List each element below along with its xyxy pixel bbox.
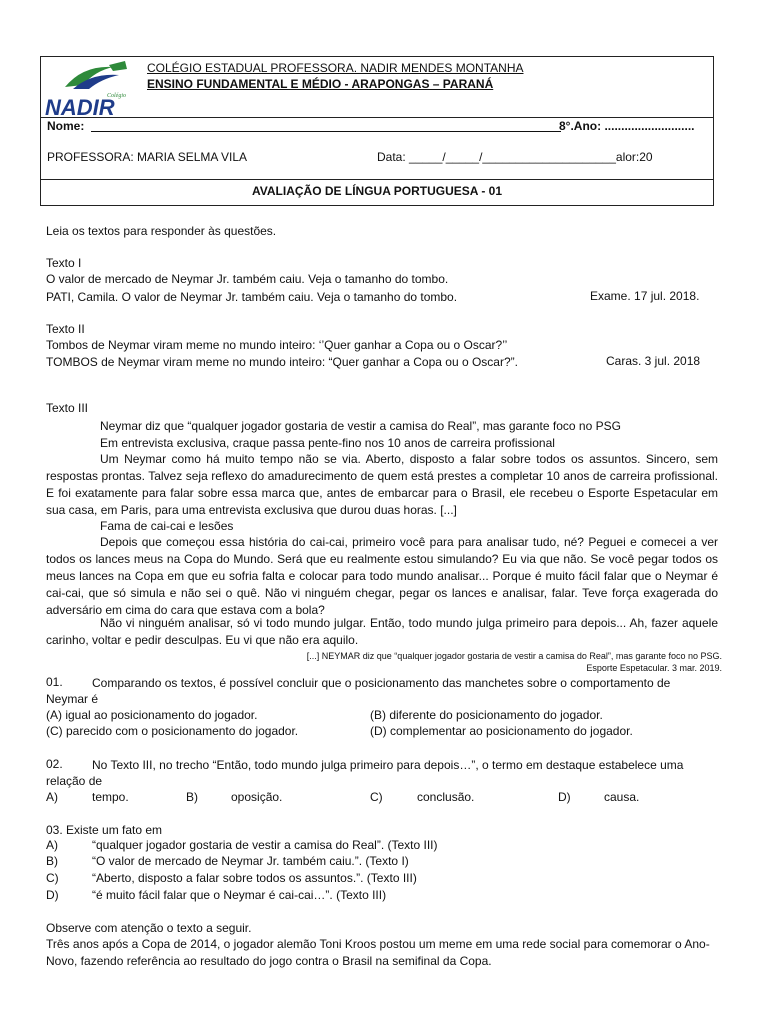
q2-option-c[interactable]: conclusão.: [417, 790, 475, 804]
logo-text: NADIR: [45, 95, 115, 117]
texto2-title: Texto II: [46, 322, 85, 336]
texto3-section-title: Fama de cai-cai e lesões: [100, 519, 234, 533]
q2-option-d-letter[interactable]: D): [558, 790, 571, 804]
q3-option-b-letter[interactable]: B): [46, 854, 58, 868]
q2-option-a-letter[interactable]: A): [46, 790, 58, 804]
q3-option-a-letter[interactable]: A): [46, 838, 58, 852]
school-logo: [43, 59, 143, 117]
final-instruction: Observe com atenção o texto a seguir.: [46, 921, 252, 935]
logo-graphic: [43, 59, 143, 117]
school-level: [147, 76, 524, 92]
exam-title: AVALIAÇÃO DE LÍNGUA PORTUGUESA - 01: [251, 184, 502, 198]
q3-option-a[interactable]: “qualquer jogador gostaria de vestir a camisa do Real”. (Texto III): [92, 838, 438, 852]
q2-option-b-letter[interactable]: B): [186, 790, 198, 804]
name-label: Nome:: [47, 119, 85, 133]
school-name: COLÉGIO ESTADUAL PROFESSORA. NADIR MENDES MONTANHA: [147, 61, 524, 75]
divider: [41, 117, 713, 118]
q2-option-b[interactable]: oposição.: [231, 790, 283, 804]
q2-option-a[interactable]: tempo.: [92, 790, 129, 804]
q1-stem: Comparando os textos, é possível concluir que o posicionamento das manchetes sobre o comportamento de Neymar é: [46, 676, 671, 706]
q2-number: 02.: [46, 757, 63, 771]
final-paragraph: Três anos após a Copa de 2014, o jogador alemão Toni Kroos postou um meme em uma rede social para comemorar o Ano-Novo, fazendo referência ao resultado do jogo contra o Brasil na semifinal da Copa.: [46, 937, 710, 968]
intro-text: Leia os textos para responder às questões.: [46, 224, 277, 238]
q3-option-c[interactable]: “Aberto, disposto a falar sobre todos os assuntos.”. (Texto III): [92, 871, 417, 885]
school-info: [147, 60, 524, 92]
texto1-source: Exame. 17 jul. 2018.: [590, 289, 700, 303]
q1-option-d[interactable]: (D) complementar ao posicionamento do jogador.: [370, 724, 633, 738]
school-level-prefix: ENSINO FUNDAMENTAL E MÉDIO -: [147, 77, 352, 91]
texto1-title: Texto I: [46, 256, 82, 270]
texto3-source-line: [...] NEYMAR diz que “qualquer jogador gostaria de vestir a camisa do Real”, mas garante foco no PSG.: [306, 651, 722, 661]
q2-option-d[interactable]: causa.: [604, 790, 640, 804]
texto2-source: Caras. 3 jul. 2018: [606, 354, 701, 368]
divider: [41, 179, 713, 180]
q3-option-b[interactable]: “O valor de mercado de Neymar Jr. também caiu.”. (Texto I): [92, 854, 409, 868]
q3-stem: 03. Existe um fato em: [46, 823, 163, 837]
texto2-line: Tombos de Neymar viram meme no mundo inteiro: ‘’Quer ganhar a Copa ou o Oscar?’’: [46, 338, 508, 352]
texto3-paragraph-1: Um Neymar como há muito tempo não se via. Aberto, disposto a falar sobre todos os assuntos. Sincero, sem respostas prontas. Talvez seja reflexo do amadurecimento de quem está prestes a completar 10 anos de carreira profissional. E foi exatamente para falar sobre essa marca que, antes de embarcar para o Brasil, ele recebeu o Esporte Espetacular em sua casa, em Paris, para uma entrevista exclusiva que durou duas horas. [...]: [46, 452, 718, 517]
q1-option-b[interactable]: (B) diferente do posicionamento do jogador.: [370, 708, 603, 722]
texto1-line: O valor de mercado de Neymar Jr. também caiu. Veja o tamanho do tombo.: [46, 272, 449, 286]
q2-stem: No Texto III, no trecho “Então, todo mundo julga primeiro para depois…”, o termo em destaque estabelece uma relação de: [46, 758, 684, 788]
texto1-reference: PATI, Camila. O valor de Neymar Jr. também caiu. Veja o tamanho do tombo.: [46, 290, 458, 304]
header-box: [40, 56, 714, 206]
q3-option-d[interactable]: “é muito fácil falar que o Neymar é cai-cai…”. (Texto III): [92, 888, 387, 902]
texto3-title: Texto III: [46, 401, 89, 415]
texto3-subhead: Em entrevista exclusiva, craque passa pente-fino nos 10 anos de carreira profissional: [100, 436, 555, 450]
texto3-headline: Neymar diz que “qualquer jogador gostaria de vestir a camisa do Real”, mas garante foco no PSG: [100, 419, 621, 433]
q1-option-c[interactable]: (C) parecido com o posicionamento do jogador.: [46, 724, 299, 738]
q2-option-c-letter[interactable]: C): [370, 790, 383, 804]
school-city: ARAPONGAS – PARANÁ: [351, 77, 494, 91]
date-field[interactable]: Data: _____/_____/____________________alor:20: [377, 150, 653, 164]
logo-small-text: Colégio: [107, 93, 126, 99]
q3-option-c-letter[interactable]: C): [46, 871, 59, 885]
q1-number: 01.: [46, 675, 63, 689]
texto3-paragraph-3: Não vi ninguém analisar, só vi todo mundo julgar. Então, todo mundo julga primeiro para depois... Ah, fazer aquele carinho, voltar e pedir desculpas. Eu vi que não era aquilo.: [46, 616, 718, 647]
grade-field: 8°.Ano: ...........................: [559, 119, 695, 133]
q3-option-d-letter[interactable]: D): [46, 888, 59, 902]
teacher-name: PROFESSORA: MARIA SELMA VILA: [47, 150, 248, 164]
texto3-source-date: Esporte Espetacular. 3 mar. 2019.: [586, 663, 722, 673]
texto2-reference: TOMBOS de Neymar viram meme no mundo inteiro: “Quer ganhar a Copa ou o Oscar?”.: [46, 355, 518, 369]
name-field[interactable]: [91, 131, 561, 132]
texto3-paragraph-2: Depois que começou essa história do cai-cai, primeiro você para para analisar tudo, né? Peguei e comecei a ver todos os lances meus na Copa do Mundo. Será que eu realmente estou simulando? Eu via que não. Se você pegar todos os meus lances na Copa em que eu sofria falta e colocar para todo mundo analisar... Porque é muito fácil falar que o Neymar é cai-cai, que só simula e não sei o quê. Não vi ninguém chegar, pegar os lances e analisar, falar. Teve força exagerada do adversário em cima do cara que estava com a bola?: [46, 535, 718, 617]
q1-option-a[interactable]: (A) igual ao posicionamento do jogador.: [46, 708, 258, 722]
